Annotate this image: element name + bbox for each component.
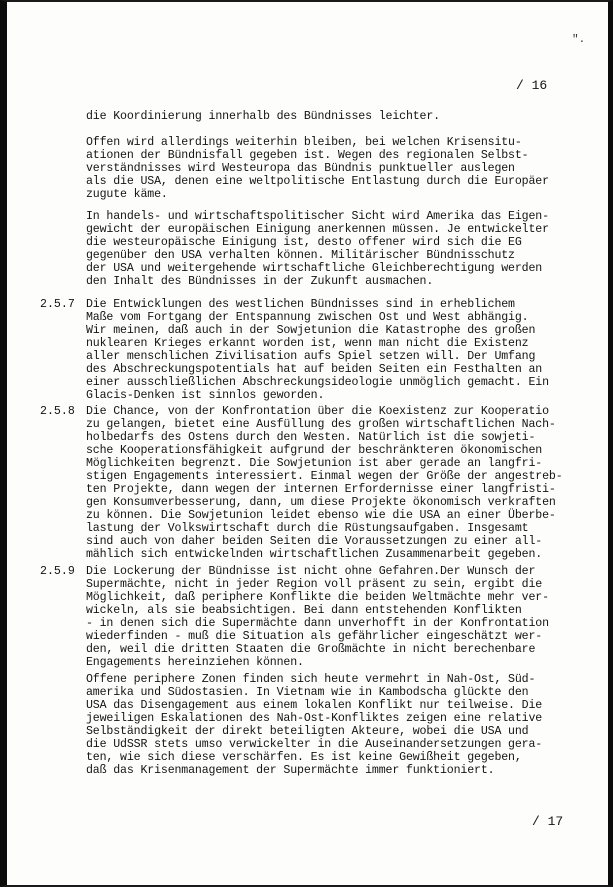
section-2-5-8-text: Die Chance, von der Konfrontation über die Koexistenz zur Kooperatio zu gelangen, bietet eine Ausfüllung des großen wirtschaftlichen Nach- holbedarfs des Ostens durch den Westen. Natürlich ist die sowjeti- sche Kooperationsfähigkeit aufgrund der beschränkteren ökonomischen Möglichkeiten begrenzt. Die Sowjetunion ist aber gerade an langfri- stigen Engagements interessiert. Einmal wegen der Größe der angestreb- ten Projekte, dann wegen der internen Erfordernisse einer langfristi- gen Konsumverbesserung, dann, um diese Projekte ökonomisch verkraften zu können. Die Sowjetunion leidet ebenso wie die USA an einer Überbe- lastung der Volkswirtschaft durch die Rüstungsaufgaben. Insgesamt sind auch von daher beiden Seiten die Voraussetzungen zu einer all- mählich sich entwickelnden wirtschaftlichen Zusammenarbeit gegeben. xyxy=(86,405,563,561)
section-2-5-7-text: Die Entwicklungen des westlichen Bündnisses sind in erheblichem Maße vom Fortgang der Entspannung zwischen Ost und West abhängig. Wir meinen, daß auch in der Sowjetunion die Katastrophe des großen nuklearen Krieges erkannt worden ist, wenn man nicht die Existenz aller menschlichen Zivilisation aufs Spiel setzen will. Der Umfang des Abschreckungspotentials hat auf beiden Seiten ein Festhalten an einer ausschließlichen Abschreckungsideologie unmöglich gemacht. Ein Glacis-Denken ist sinnlos geworden. xyxy=(86,298,549,402)
page-number-bottom: / 17 xyxy=(532,814,564,829)
paragraph-peripheral-zones: Offene periphere Zonen finden sich heute vermehrt in Nah-Ost, Süd- amerika und Südostasien. In Vietnam wie in Kambodscha glückte den USA das Disengagement aus einem lokalen Konflikt nur teilweise. Die jeweiligen Eskalationen des Nah-Ost-Konfliktes zeigen eine relative Selbständigkeit der direkt beteiligten Akteure, wobei die USA und die UdSSR stets umso verwickelter in die Auseinandersetzungen gera- ten, wie sich diese verschärfen. Es ist keine Gewißheit gegeben, daß das Krisenmanagement der Supermächte immer funktioniert. xyxy=(86,673,543,777)
stray-mark: ". xyxy=(572,34,586,46)
section-number-2-5-9: 2.5.9 xyxy=(40,565,75,578)
paragraph-continuation: die Koordinierung innerhalb des Bündnisses leichter. xyxy=(86,110,440,123)
section-2-5-9-text: Die Lockerung der Bündnisse ist nicht ohne Gefahren.Der Wunsch der Supermächte, nicht in jeder Region voll präsent zu sein, ergibt die Möglichkeit, daß periphere Konflikte die beiden Weltmächte mehr ver- wickeln, als sie beabsichtigen. Bei dann entstehenden Konflikten - in denen sich die Supermächte dann unverhofft in der Konfrontation wiederfinden - muß die Situation als gefährlicher eingeschätzt wer- den, weil die dritten Staaten die Großmächte in nicht berechenbare Engagements hereinziehen können. xyxy=(86,565,549,669)
paragraph-trade-policy: In handels- und wirtschaftspolitischer Sicht wird Amerika das Eigen- gewicht der europäischen Einigung anerkennen müssen. Je entwickelter die westeuropäische Einigung ist, desto offener wird sich die EG gegenüber den USA verhalten können. Militärischer Bündnisschutz der USA und weitergehende wirtschaftliche Gleichberechtigung werden den Inhalt des Bündnisses in der Zukunft ausmachen. xyxy=(86,210,549,288)
paragraph-alliance-case: Offen wird allerdings weiterhin bleiben, bei welchen Krisensitu- ationen der Bündnisfall gegeben ist. Wegen des regionalen Selbst- verständnisses wird Westeuropa das Bündnis punktueller auslegen als die USA, denen eine weltpolitische Entlastung durch die Europäer zugute käme. xyxy=(86,136,549,201)
section-number-2-5-7: 2.5.7 xyxy=(40,298,75,311)
section-number-2-5-8: 2.5.8 xyxy=(40,405,75,418)
page-number-top: / 16 xyxy=(516,78,548,93)
